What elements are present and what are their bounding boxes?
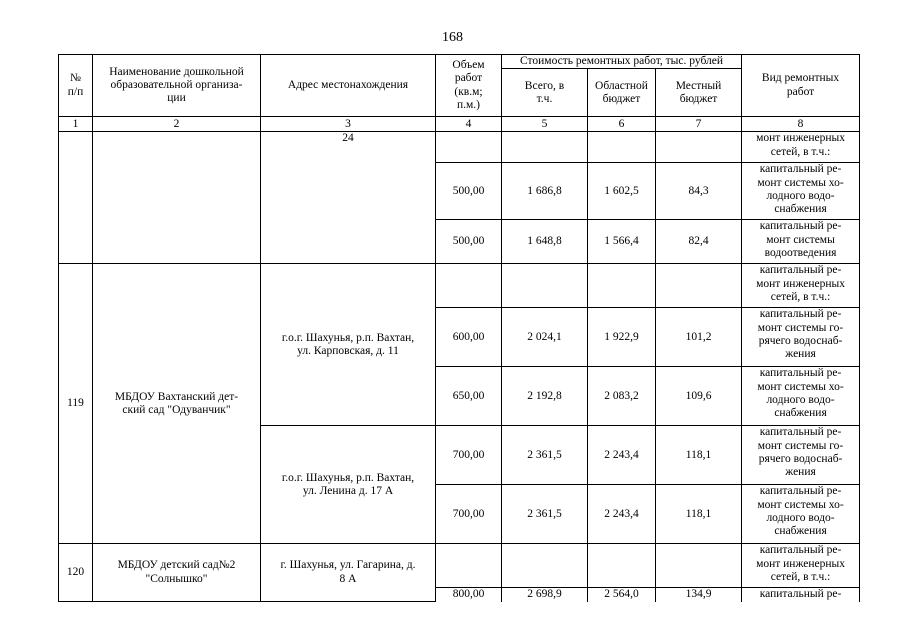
local-cell: 84,3: [656, 163, 742, 220]
work-type-cell: капитальный ре- монт системы го- рячего водоснаб- жения: [742, 426, 860, 485]
continued-name-cell: [93, 132, 261, 264]
column-number: 5: [502, 117, 588, 132]
work-type-cell: капитальный ре- монт системы го- рячего водоснаб- жения: [742, 308, 860, 367]
regional-cell: 2 083,2: [588, 367, 656, 426]
header-volume: Объем работ (кв.м; п.м.): [436, 55, 502, 117]
local-cell: [656, 264, 742, 308]
column-number: 4: [436, 117, 502, 132]
regional-cell: [588, 132, 656, 163]
work-type-cell: монт инженерных сетей, в т.ч.:: [742, 132, 860, 163]
org-119-address-2: г.о.г. Шахунья, р.п. Вахтан, ул. Ленина д. 17 А: [261, 426, 436, 544]
total-cell: 2 361,5: [502, 485, 588, 544]
header-address: Адрес местонахождения: [261, 55, 436, 117]
header-cost-group: Стоимость ремонтных работ, тыс. рублей: [502, 55, 742, 69]
column-number: 7: [656, 117, 742, 132]
work-type-cell: капитальный ре- монт инженерных сетей, в т.ч.:: [742, 264, 860, 308]
volume-cell: 600,00: [436, 308, 502, 367]
work-type-cell: капитальный ре- монт инженерных сетей, в т.ч.:: [742, 544, 860, 588]
total-cell: 2 698,9: [502, 588, 588, 602]
header-regional-budget: Областной бюджет: [588, 69, 656, 117]
header-row-number: № п/п: [59, 55, 93, 117]
work-type-cell: капитальный ре-: [742, 588, 860, 602]
local-cell: [656, 544, 742, 588]
volume-cell: 500,00: [436, 220, 502, 264]
total-cell: 1 686,8: [502, 163, 588, 220]
column-number-row: [59, 117, 860, 132]
header-total: Всего, в т.ч.: [502, 69, 588, 117]
regional-cell: 2 564,0: [588, 588, 656, 602]
org-119-name: МБДОУ Вахтанский дет- ский сад "Одуванчик": [93, 264, 261, 544]
continued-number-cell: [59, 132, 93, 264]
total-cell: 1 648,8: [502, 220, 588, 264]
table-body: [59, 132, 860, 602]
volume-cell: 500,00: [436, 163, 502, 220]
column-number: 8: [742, 117, 860, 132]
org-119-number: 119: [59, 264, 93, 544]
org-120-number: 120: [59, 544, 93, 602]
total-cell: [502, 132, 588, 163]
header-organization-name: Наименование дошкольной образовательной организа- ции: [93, 55, 261, 117]
regional-cell: 1 602,5: [588, 163, 656, 220]
table-header: [59, 55, 860, 132]
regional-cell: 1 566,4: [588, 220, 656, 264]
work-type-cell: капитальный ре- монт системы хо- лодного водо- снабжения: [742, 367, 860, 426]
total-cell: [502, 264, 588, 308]
regional-cell: [588, 544, 656, 588]
org-120-address: г. Шахунья, ул. Гагарина, д. 8 А: [261, 544, 436, 602]
local-cell: 82,4: [656, 220, 742, 264]
total-cell: 2 024,1: [502, 308, 588, 367]
table-row: [59, 544, 860, 588]
header-work-type: Вид ремонтных работ: [742, 55, 860, 117]
work-type-cell: капитальный ре- монт системы хо- лодного водо- снабжения: [742, 485, 860, 544]
header-local-budget: Местный бюджет: [656, 69, 742, 117]
local-cell: 118,1: [656, 485, 742, 544]
work-type-cell: капитальный ре- монт системы хо- лодного водо- снабжения: [742, 163, 860, 220]
page-number: 168: [442, 30, 463, 45]
column-number: 3: [261, 117, 436, 132]
work-type-cell: капитальный ре- монт системы водоотведения: [742, 220, 860, 264]
local-cell: [656, 132, 742, 163]
column-number: 6: [588, 117, 656, 132]
volume-cell: 650,00: [436, 367, 502, 426]
total-cell: 2 192,8: [502, 367, 588, 426]
table-row: [59, 132, 860, 163]
column-number: 2: [93, 117, 261, 132]
volume-cell: 800,00: [436, 588, 502, 602]
volume-cell: [436, 544, 502, 588]
regional-cell: 1 922,9: [588, 308, 656, 367]
volume-cell: 700,00: [436, 485, 502, 544]
local-cell: 101,2: [656, 308, 742, 367]
regional-cell: 2 243,4: [588, 426, 656, 485]
local-cell: 109,6: [656, 367, 742, 426]
local-cell: 134,9: [656, 588, 742, 602]
volume-cell: [436, 264, 502, 308]
repair-works-table: [58, 54, 860, 602]
continued-address-cell: 24: [261, 132, 436, 264]
total-cell: 2 361,5: [502, 426, 588, 485]
org-120-name: МБДОУ детский сад№2 "Солнышко": [93, 544, 261, 602]
org-119-address-1: г.о.г. Шахунья, р.п. Вахтан, ул. Карповская, д. 11: [261, 264, 436, 426]
local-cell: 118,1: [656, 426, 742, 485]
regional-cell: [588, 264, 656, 308]
volume-cell: [436, 132, 502, 163]
volume-cell: 700,00: [436, 426, 502, 485]
column-number: 1: [59, 117, 93, 132]
total-cell: [502, 544, 588, 588]
regional-cell: 2 243,4: [588, 485, 656, 544]
table-row: [59, 264, 860, 308]
